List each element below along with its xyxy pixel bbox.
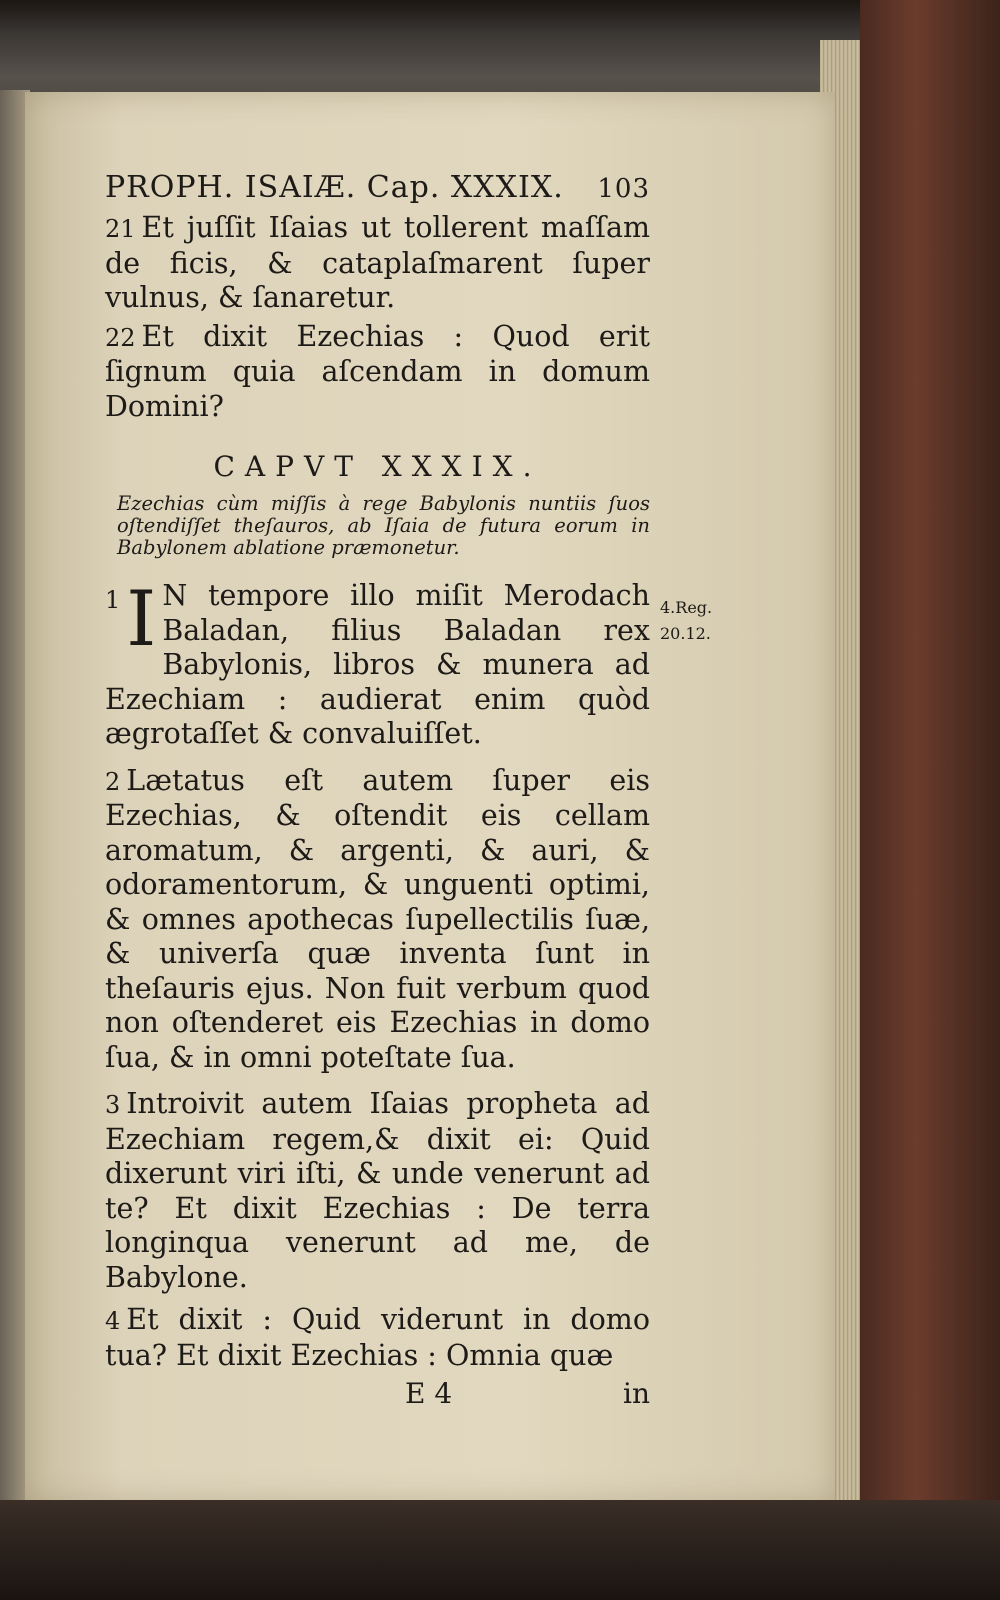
verse-number: 2 — [105, 767, 121, 796]
chapter-title: CAPVT XXXIX. — [213, 450, 542, 483]
verse-number: 4 — [105, 1307, 121, 1335]
catchword: in — [623, 1377, 650, 1410]
verse-1 — [105, 574, 650, 752]
verse-text: Lætatus eſt autem ſuper eis Ezechias, & oſtendit eis cellam aromatum, & argenti, & auri, & odoramentorum, & unguenti optimi, & omnes apothecas ſupellectilis ſuæ, & univerſa quæ inventa ſunt in theſauris ejus. Non fuit verbum quod non oſtenderet eis Ezechias in domo ſua, & in omni poteſtate ſua. — [105, 763, 650, 1074]
page-footer — [105, 1377, 650, 1410]
verse-text: Introivit autem Iſaias propheta ad Ezechiam regem,& dixit ei: Quid dixerunt viri iſti, & unde venerunt ad te? Et dixit Ezechias : De terra longinqua venerunt ad me, de Babylone. — [105, 1087, 650, 1294]
verse-22 — [105, 320, 650, 425]
margin-note — [660, 595, 712, 647]
verse-number: 1 — [105, 586, 121, 614]
verse-number: 21 — [105, 215, 136, 243]
signature-mark: E 4 — [405, 1377, 453, 1410]
book-cover — [860, 0, 1000, 1600]
verse-2 — [105, 764, 650, 1076]
verse-text: Et dixit : Quid viderunt in domo tua? Et dixit Ezechias : Omnia quæ — [105, 1303, 650, 1372]
page-number: 103 — [597, 174, 650, 204]
chapter-summary: Ezechias cùm miſſis à rege Babylonis nuntiis ſuos oſtendiſſet theſauros, ab Iſaia de futura eorum in Babylonem ablatione præmonetur. — [117, 492, 650, 559]
margin-note-line: 20.12. — [660, 624, 711, 643]
verse-text: Et juſſit Iſaias ut tollerent maſſam de ficis, & cataplaſmarent ſuper vulnus, & ſanaretur. — [105, 211, 650, 314]
verse-number: 22 — [105, 323, 136, 352]
margin-note-line: 4.Reg. — [660, 598, 713, 617]
verse-4 — [105, 1303, 650, 1373]
verse-text: Et dixit Ezechias : Quod erit ſignum quia aſcendam in domum Domini? — [105, 319, 650, 423]
verse-number: 3 — [105, 1091, 121, 1119]
verse-21 — [105, 211, 650, 316]
drop-cap: I — [126, 574, 157, 663]
verse-text: N tempore illo miſit Merodach Baladan, filius Baladan rex Babylonis, libros & munera ad Ezechiam : audierat enim quòd ægrotaſſet & convaluiſſet. — [105, 579, 650, 750]
book-bottom-edge — [0, 1500, 1000, 1600]
running-head — [105, 170, 650, 205]
page-content — [105, 170, 650, 1410]
verse-3 — [105, 1087, 650, 1295]
running-head-title: PROPH. ISAIÆ. Cap. XXXIX. — [105, 170, 564, 205]
